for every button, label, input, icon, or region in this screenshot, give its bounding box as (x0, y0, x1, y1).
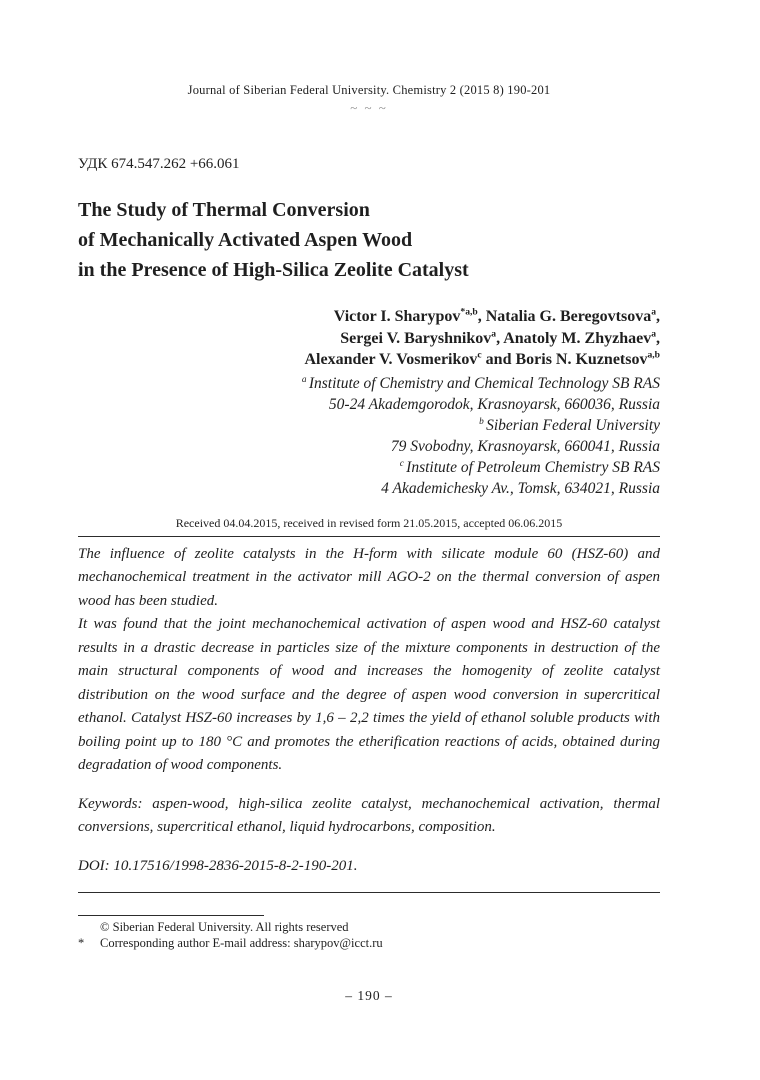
udk-code: УДК 674.547.262 +66.061 (78, 156, 240, 172)
title-line-2: of Mechanically Activated Aspen Wood (78, 229, 413, 251)
author-line-3: Alexander V. Vosmerikov$^c$ and Boris N. Kuznetsov$^{a,b}$ (304, 349, 660, 368)
tilde-ornament: ~ ~ ~ (350, 100, 388, 115)
corresponding-author-row (78, 935, 660, 951)
paper-title (78, 195, 660, 285)
corresponding-author-note: Corresponding author E-mail address: sharypov@icct.ru (100, 935, 383, 950)
doi-line: DOI: 10.17516/1998-2836-2015-8-2-190-201. (78, 857, 358, 874)
affiliation-line-1: $^a$ Institute of Chemistry and Chemical Technology SB RAS (301, 374, 660, 392)
keywords-line: Keywords: aspen-wood, high-silica zeolite catalyst, mechanochemical activation, thermal conversions, supercritical ethanol, liquid hydrocarbons, composition. (78, 795, 660, 835)
author-line-2: Sergei V. Baryshnikov$^a$, Anatoly M. Zhyzhaev$^a$, (340, 328, 660, 347)
affiliation-line-2: 50-24 Akademgorodok, Krasnoyarsk, 660036, Russia (328, 395, 660, 413)
footnote-separator-rule (78, 915, 264, 916)
abstract-bottom-rule (78, 892, 660, 893)
affiliation-line-4: 79 Svobodny, Krasnoyarsk, 660041, Russia (390, 437, 660, 455)
authors-block (78, 306, 660, 371)
abstract-paragraph-1: The influence of zeolite catalysts in the H-form with silicate module 60 (HSZ-60) and mechanochemical treatment in the activator mill AGO-2 on the thermal conversion of aspen wood has been studied. (78, 545, 660, 609)
journal-header: Journal of Siberian Federal University. Chemistry 2 (2015 8) 190-201 (187, 83, 551, 97)
title-line-3: in the Presence of High-Silica Zeolite Catalyst (78, 259, 469, 281)
abstract-top-rule (78, 536, 660, 537)
title-line-1: The Study of Thermal Conversion (78, 199, 370, 221)
affiliation-line-5: $^c$ Institute of Petroleum Chemistry SB RAS (399, 458, 660, 476)
affiliation-line-6: 4 Akademichesky Av., Tomsk, 634021, Russia (381, 479, 660, 497)
affiliations-block (78, 373, 660, 499)
affiliation-line-3: $^b$ Siberian Federal University (479, 416, 660, 434)
abstract-paragraph-2: It was found that the joint mechanochemical activation of aspen wood and HSZ-60 catalyst results in a drastic decrease in particles size of the mixture components in destruction of the main structural components of wood and increases the homogenity of zeolite catalyst distribution on the wood surface and the degree of aspen wood conversion in supercritical ethanol. Catalyst HSZ-60 increases by 1,6 – 2,2 times the yield of ethanol soluble products with boiling point up to 180 °C and promotes the etherification reactions of acids, obtained during degradation of wood components. (78, 616, 660, 773)
footnote-asterisk: * (78, 935, 85, 950)
author-line-1: Victor I. Sharypov$^{*a,b}$, Natalia G. Beregovtsova$^a$, (333, 306, 660, 325)
copyright-note: © Siberian Federal University. All rights reserved (100, 919, 349, 934)
footnote-block (78, 915, 660, 951)
page-content (78, 0, 660, 951)
received-dates-line: Received 04.04.2015, received in revised form 21.05.2015, accepted 06.06.2015 (175, 515, 563, 530)
copyright-row (78, 919, 660, 935)
page-number: – 190 – (345, 988, 393, 1003)
